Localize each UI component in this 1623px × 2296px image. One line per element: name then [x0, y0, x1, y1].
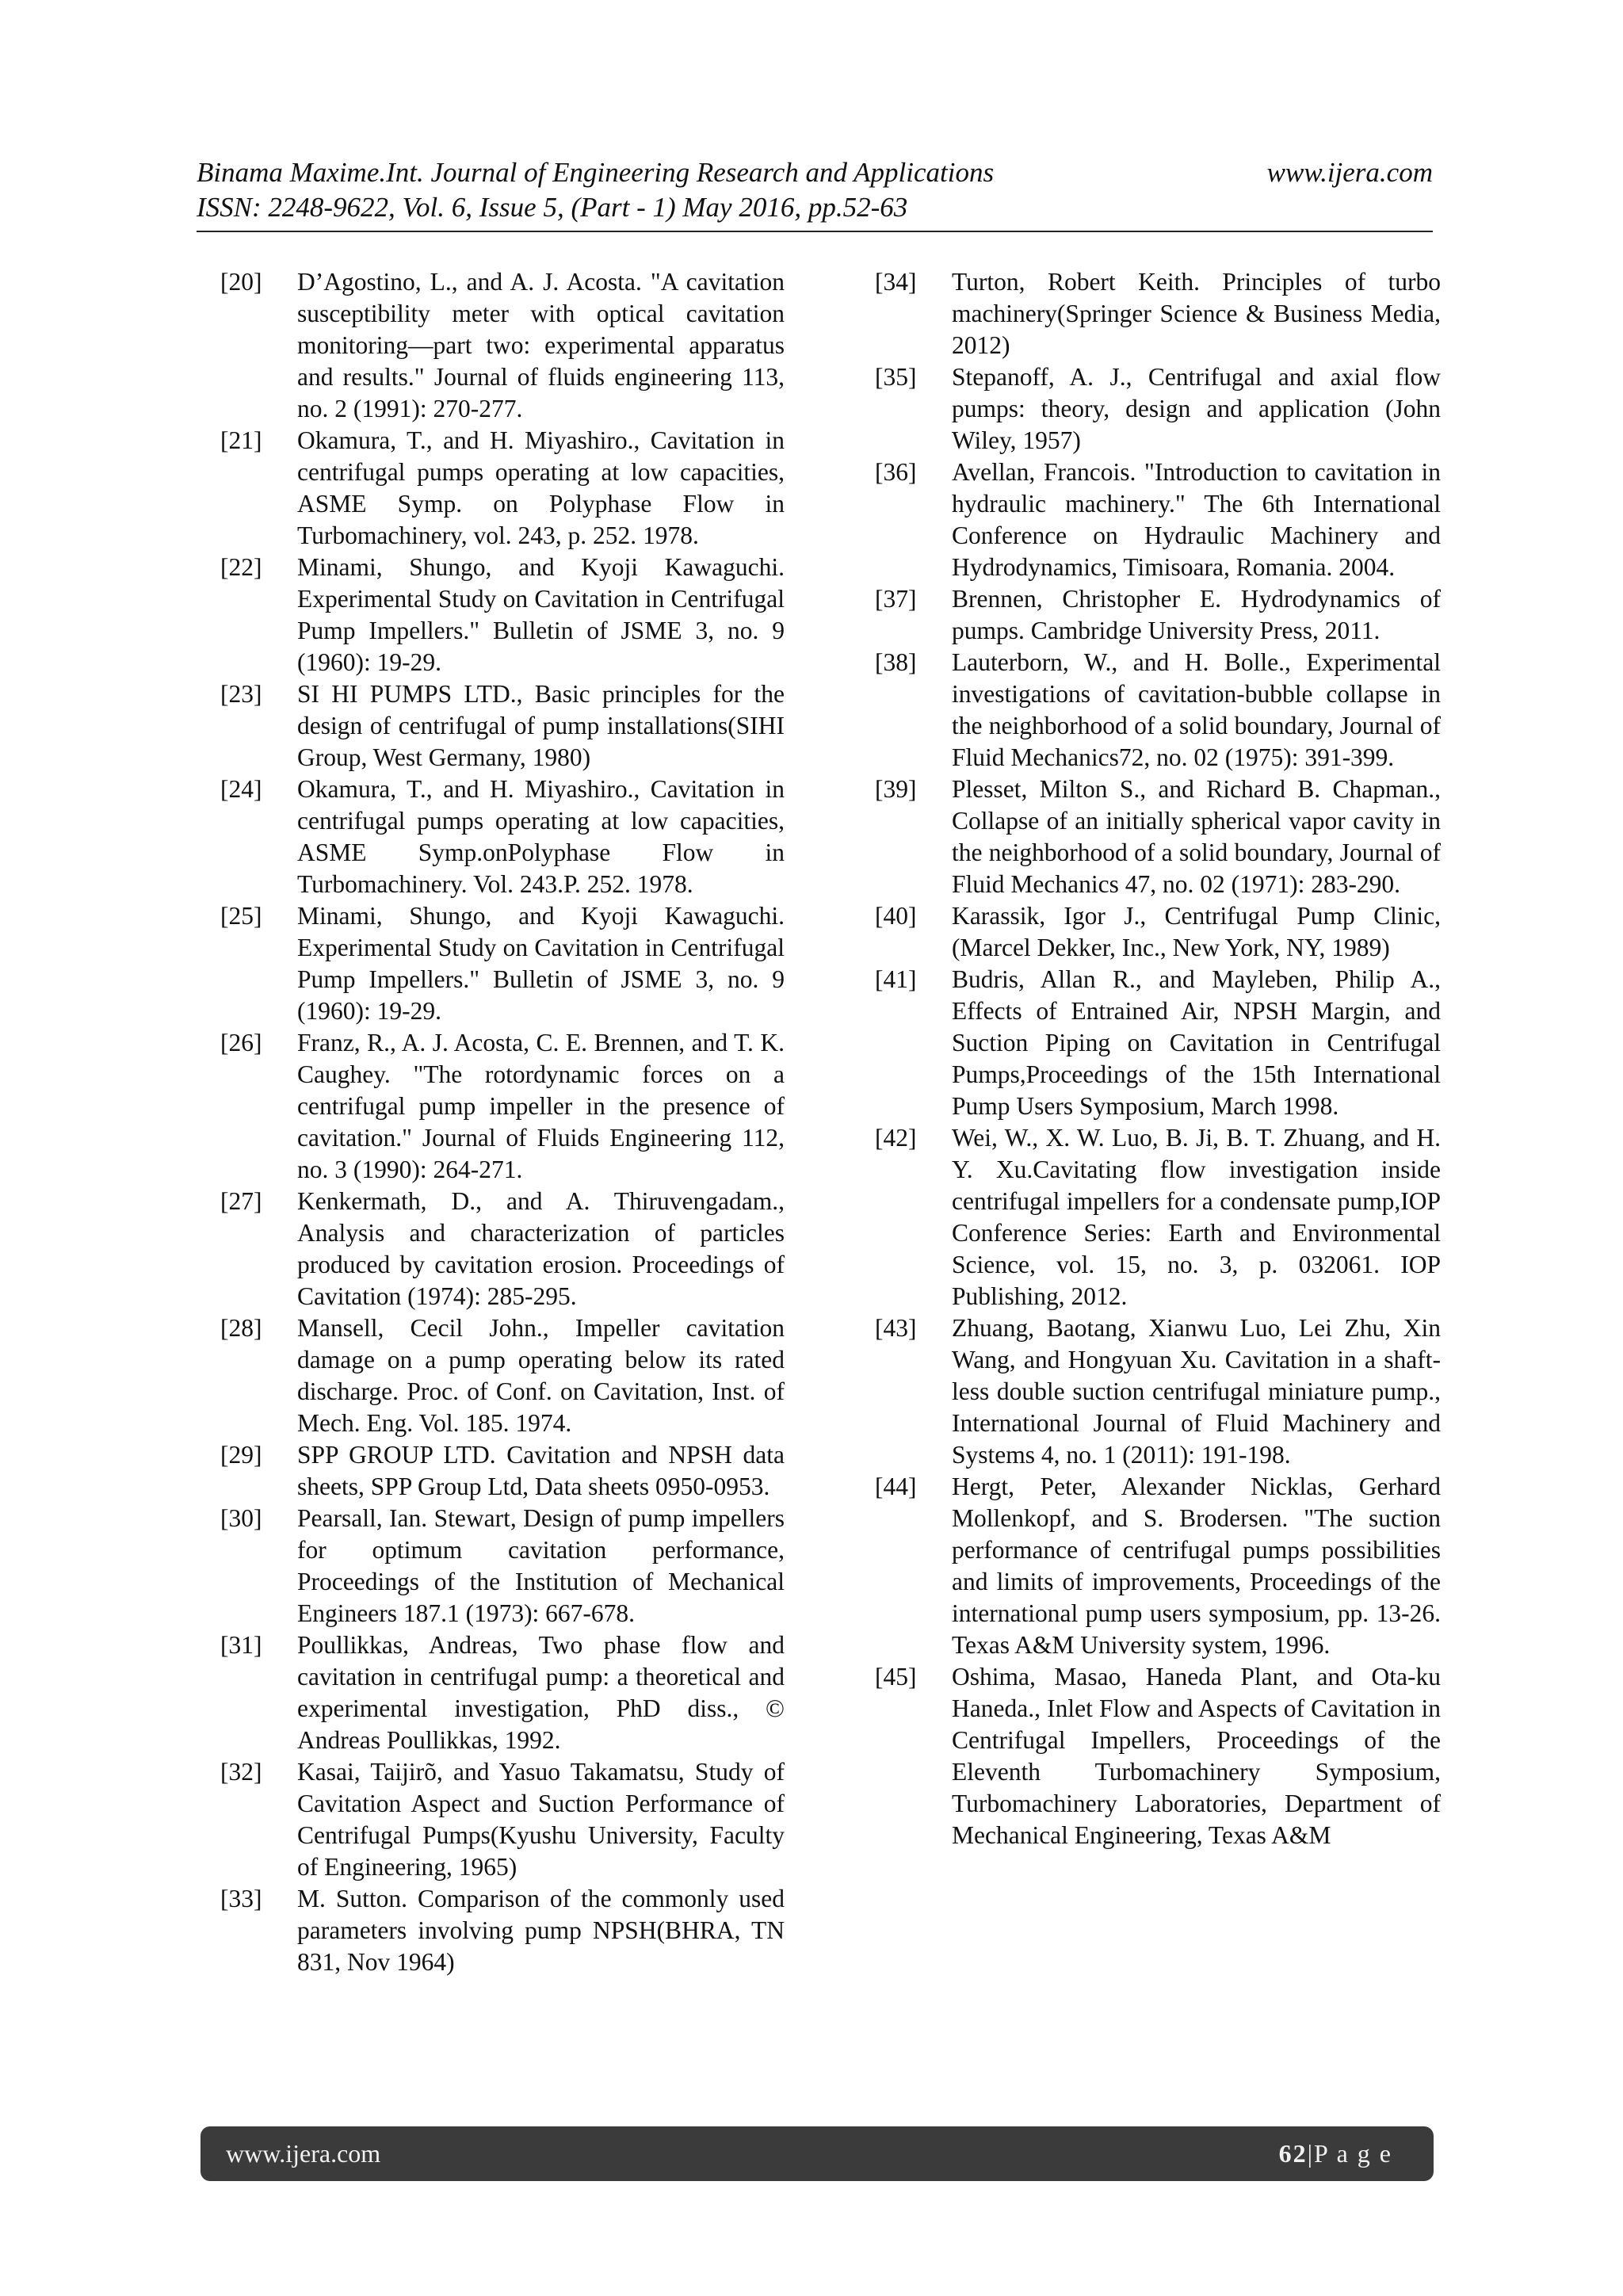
reference-text: SI HI PUMPS LTD., Basic principles for the design of centrifugal of pump installations(SIHI Group, West Germany, 1980) — [297, 680, 785, 771]
issn-line: ISSN: 2248-9622, Vol. 6, Issue 5, (Part - 1) May 2016, pp.52-63 — [197, 192, 908, 223]
page-number: 62 — [1278, 2139, 1308, 2168]
page-label: |P a g e — [1307, 2139, 1392, 2168]
reference-item — [220, 900, 785, 1027]
reference-number: [27] — [220, 1187, 262, 1215]
reference-text: Pearsall, Ian. Stewart, Design of pump impellers for optimum cavitation performance, Proceedings of the Institution of Mechanical Engineers 187.1 (1973): 667-678. — [297, 1504, 785, 1627]
reference-item — [220, 1629, 785, 1756]
running-header — [197, 155, 1433, 225]
footer-url-link[interactable]: www.ijera.com — [226, 2139, 381, 2168]
reference-number: [33] — [220, 1885, 262, 1912]
reference-item — [220, 425, 785, 552]
reference-item — [875, 1122, 1441, 1312]
reference-item — [875, 1661, 1441, 1851]
reference-item — [220, 774, 785, 900]
reference-number: [42] — [875, 1124, 917, 1152]
reference-number: [26] — [220, 1029, 262, 1056]
reference-text: Kenkermath, D., and A. Thiruvengadam., Analysis and characterization of particles produced by cavitation erosion. Proceedings of Cavitation (1974): 285-295. — [297, 1187, 785, 1310]
reference-text: Wei, W., X. W. Luo, B. Ji, B. T. Zhuang, and H. Y. Xu.Cavitating flow investigation inside centrifugal impellers for a condensate pump,IOP Conference Series: Earth and Environmental Science, vol. 15, no. 3, p. 032061. IOP Publishing, 2012. — [952, 1124, 1441, 1310]
journal-url-link[interactable]: www.ijera.com — [1266, 157, 1433, 188]
reference-text: Budris, Allan R., and Mayleben, Philip A., Effects of Entrained Air, NPSH Margin, and Suction Piping on Cavitation in Centrifugal Pumps,Proceedings of the 15th International Pump Users Symposium, March 1998. — [952, 965, 1441, 1120]
reference-text: Oshima, Masao, Haneda Plant, and Ota-ku Haneda., Inlet Flow and Aspects of Cavitation in Centrifugal Impellers, Proceedings of the Eleventh Turbomachinery Symposium, Turbomachinery Laboratories, Department of Mechanical Engineering, Texas A&M — [952, 1663, 1441, 1849]
reference-number: [29] — [220, 1441, 262, 1469]
reference-number: [36] — [875, 458, 917, 486]
reference-text: Karassik, Igor J., Centrifugal Pump Clinic, (Marcel Dekker, Inc., New York, NY, 1989) — [952, 902, 1441, 961]
page-footer — [200, 2126, 1434, 2181]
reference-number: [31] — [220, 1631, 262, 1659]
reference-text: Mansell, Cecil John., Impeller cavitation damage on a pump operating below its rated discharge. Proc. of Conf. on Cavitation, Inst. of Mech. Eng. Vol. 185. 1974. — [297, 1314, 785, 1437]
reference-text: Plesset, Milton S., and Richard B. Chapman., Collapse of an initially spherical vapor cavity in the neighborhood of a solid boundary, Journal of Fluid Mechanics 47, no. 02 (1971): 283-290. — [952, 775, 1441, 898]
reference-item — [875, 964, 1441, 1122]
reference-item — [220, 1027, 785, 1186]
reference-text: Poullikkas, Andreas, Two phase flow and cavitation in centrifugal pump: a theoretical and experimental investigation, PhD diss., © Andreas Poullikkas, 1992. — [297, 1631, 785, 1754]
reference-text: Minami, Shungo, and Kyoji Kawaguchi. Experimental Study on Cavitation in Centrifugal Pump Impellers." Bulletin of JSME 3, no. 9 (1960): 19-29. — [297, 902, 785, 1025]
reference-item — [220, 1883, 785, 1978]
reference-item — [875, 1471, 1441, 1661]
reference-item — [220, 1186, 785, 1312]
reference-item — [220, 1756, 785, 1883]
reference-number: [32] — [220, 1758, 262, 1786]
reference-text: Turton, Robert Keith. Principles of turbo machinery(Springer Science & Business Media, 2012) — [952, 268, 1441, 359]
reference-item — [220, 678, 785, 774]
reference-item — [220, 1503, 785, 1629]
reference-item — [220, 552, 785, 678]
page-indicator — [1279, 2139, 1392, 2168]
reference-text: SPP GROUP LTD. Cavitation and NPSH data sheets, SPP Group Ltd, Data sheets 0950-0953. — [297, 1441, 785, 1500]
journal-citation-line: Binama Maxime.Int. Journal of Engineering Research and Applications — [197, 157, 995, 188]
reference-item — [875, 1312, 1441, 1471]
reference-text: Hergt, Peter, Alexander Nicklas, Gerhard Mollenkopf, and S. Brodersen. "The suction performance of centrifugal pumps possibilities and limits of improvements, Proceedings of the international pump users symposium, pp. 13-26. Texas A&M University system, 1996. — [952, 1473, 1441, 1659]
reference-text: Stepanoff, A. J., Centrifugal and axial flow pumps: theory, design and application (John Wiley, 1957) — [952, 363, 1441, 454]
reference-number: [23] — [220, 680, 262, 708]
reference-number: [41] — [875, 965, 917, 993]
reference-text: Avellan, Francois. "Introduction to cavitation in hydraulic machinery." The 6th International Conference on Hydraulic Machinery and Hydrodynamics, Timisoara, Romania. 2004. — [952, 458, 1441, 581]
reference-item — [875, 266, 1441, 361]
reference-item — [875, 647, 1441, 774]
reference-text: M. Sutton. Comparison of the commonly used parameters involving pump NPSH(BHRA, TN 831, Nov 1964) — [297, 1885, 785, 1976]
reference-text: Brennen, Christopher E. Hydrodynamics of pumps. Cambridge University Press, 2011. — [952, 585, 1441, 644]
reference-text: Zhuang, Baotang, Xianwu Luo, Lei Zhu, Xin Wang, and Hongyuan Xu. Cavitation in a shaft-less double suction centrifugal miniature pump., International Journal of Fluid Machinery and Systems 4, no. 1 (2011): 191-198. — [952, 1314, 1441, 1469]
reference-number: [25] — [220, 902, 262, 930]
reference-number: [39] — [875, 775, 917, 803]
header-divider — [197, 231, 1433, 232]
reference-item — [220, 266, 785, 425]
reference-text: Kasai, Taijirõ, and Yasuo Takamatsu, Study of Cavitation Aspect and Suction Performance of Centrifugal Pumps(Kyushu University, Faculty of Engineering, 1965) — [297, 1758, 785, 1881]
reference-text: Okamura, T., and H. Miyashiro., Cavitation in centrifugal pumps operating at low capacities, ASME Symp.onPolyphase Flow in Turbomachinery. Vol. 243.P. 252. 1978. — [297, 775, 785, 898]
reference-item — [220, 1312, 785, 1439]
references-right-column — [875, 266, 1441, 1851]
reference-text: Okamura, T., and H. Miyashiro., Cavitation in centrifugal pumps operating at low capacities, ASME Symp. on Polyphase Flow in Turbomachinery, vol. 243, p. 252. 1978. — [297, 426, 785, 549]
reference-item — [875, 774, 1441, 900]
reference-number: [35] — [875, 363, 917, 391]
reference-number: [45] — [875, 1663, 917, 1690]
reference-text: Lauterborn, W., and H. Bolle., Experimental investigations of cavitation-bubble collapse in the neighborhood of a solid boundary, Journal of Fluid Mechanics72, no. 02 (1975): 391-399. — [952, 648, 1441, 771]
reference-text: D’Agostino, L., and A. J. Acosta. "A cavitation susceptibility meter with optical cavitation monitoring—part two: experimental apparatus and results." Journal of fluids engineering 113, no. 2 (1991): 270-277. — [297, 268, 785, 422]
reference-number: [43] — [875, 1314, 917, 1342]
reference-number: [30] — [220, 1504, 262, 1532]
reference-text: Minami, Shungo, and Kyoji Kawaguchi. Experimental Study on Cavitation in Centrifugal Pump Impellers." Bulletin of JSME 3, no. 9 (1960): 19-29. — [297, 553, 785, 676]
reference-number: [28] — [220, 1314, 262, 1342]
reference-number: [20] — [220, 268, 262, 296]
reference-number: [40] — [875, 902, 917, 930]
reference-number: [38] — [875, 648, 917, 676]
reference-number: [21] — [220, 426, 262, 454]
reference-item — [875, 583, 1441, 647]
reference-number: [37] — [875, 585, 917, 613]
reference-text: Franz, R., A. J. Acosta, C. E. Brennen, and T. K. Caughey. "The rotordynamic forces on a centrifugal pump impeller in the presence of cavitation." Journal of Fluids Engineering 112, no. 3 (1990): 264-271. — [297, 1029, 785, 1183]
reference-item — [875, 900, 1441, 964]
references-left-column — [220, 266, 785, 1978]
reference-item — [875, 361, 1441, 457]
reference-number: [22] — [220, 553, 262, 581]
reference-number: [44] — [875, 1473, 917, 1500]
reference-number: [34] — [875, 268, 917, 296]
reference-number: [24] — [220, 775, 262, 803]
reference-item — [875, 457, 1441, 583]
reference-item — [220, 1439, 785, 1503]
